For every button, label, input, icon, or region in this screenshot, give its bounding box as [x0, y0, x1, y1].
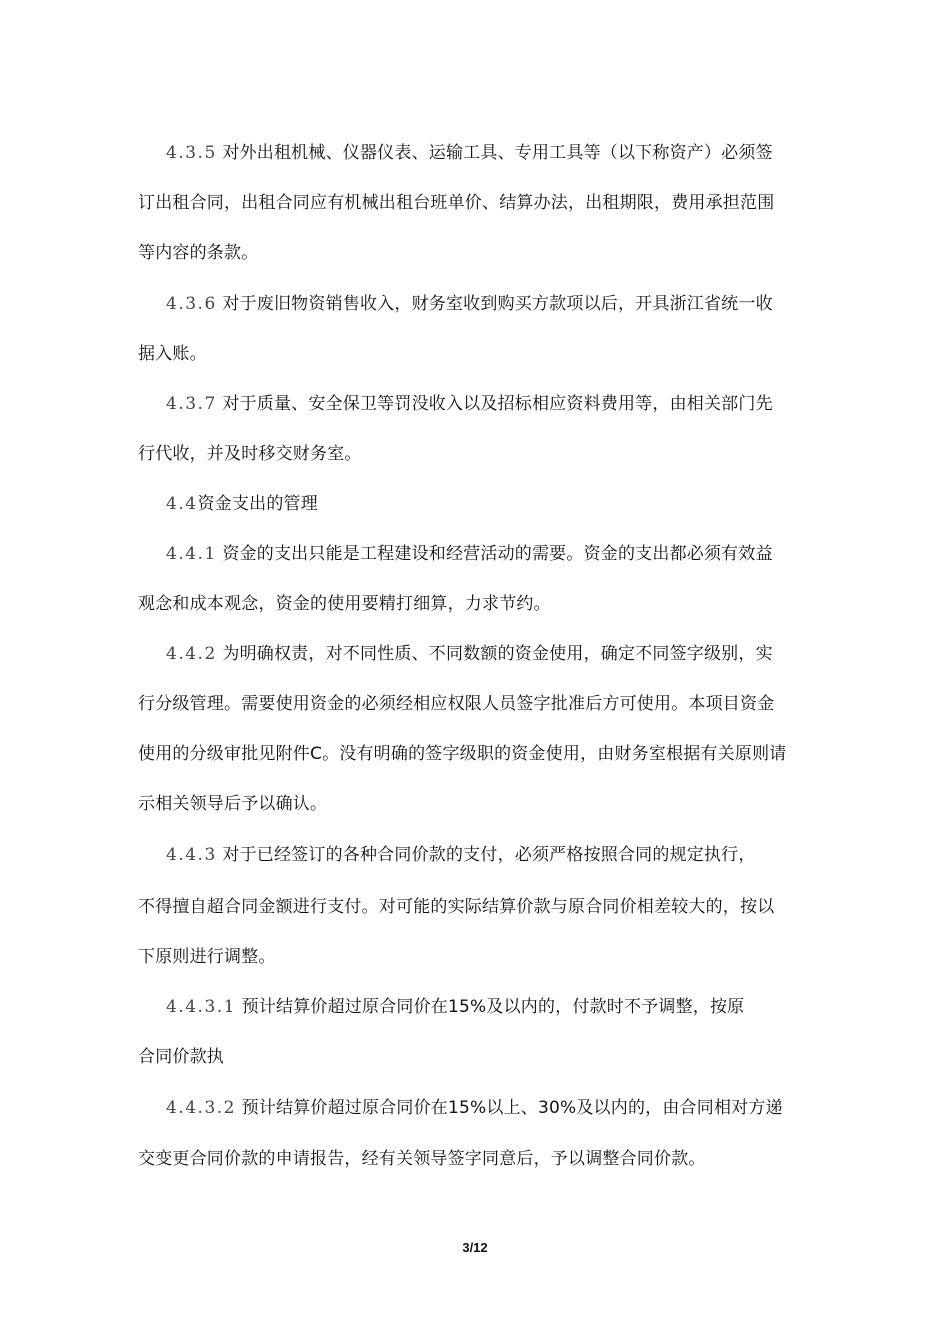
paragraph-4-3-5-line-2: 订出租合同，出租合同应有机械出租台班单价、结算办法，出租期限，费用承担范围	[138, 193, 775, 213]
section-number: 4.4.3.1	[166, 997, 236, 1017]
page-number: 3/12	[462, 1240, 488, 1255]
paragraph-4-4-2-line-3: 使用的分级审批见附件C。没有明确的签字级职的资金使用，由财务室根据有关原则请	[138, 744, 787, 764]
heading-text: 资金支出的管理	[197, 494, 318, 514]
paragraph-4-3-6-line-2: 据入账。	[138, 344, 207, 364]
section-number: 4.3.7	[166, 394, 217, 414]
paragraph-text: 为明确权责，对不同性质、不同数额的资金使用，确定不同签字级别，实	[216, 644, 773, 664]
section-number: 4.4	[166, 494, 198, 514]
paragraph-4-4-1-line-1	[166, 542, 773, 566]
paragraph-4-3-5-line-3: 等内容的条款。	[138, 243, 259, 263]
section-number: 4.4.2	[166, 644, 217, 664]
paragraph-4-4-3-line-2: 不得擅自超合同金额进行支付。对可能的实际结算价款与原合同价相差较大的，按以	[138, 897, 775, 917]
paragraph-4-4-3-2-line-1	[166, 1096, 783, 1120]
paragraph-4-3-6-line-1	[166, 292, 773, 316]
paragraph-4-3-5-line-1	[166, 141, 773, 165]
paragraph-4-4-2-line-4: 示相关领导后予以确认。	[138, 794, 328, 814]
paragraph-text: 对于废旧物资销售收入，财务室收到购买方款项以后，开具浙江省统一收	[216, 294, 773, 314]
paragraph-4-4-2-line-1	[166, 642, 773, 666]
paragraph-text: 对外出租机械、仪器仪表、运输工具、专用工具等（以下称资产）必须签	[216, 143, 773, 163]
paragraph-text: 预计结算价超过原合同价在15%以上、30%及以内的，由合同相对方递	[235, 1098, 783, 1118]
paragraph-4-4-3-1-line-2: 合同价款执	[138, 1047, 224, 1067]
paragraph-4-4-1-line-2: 观念和成本观念，资金的使用要精打细算，力求节约。	[138, 594, 551, 614]
section-number: 4.4.3.2	[166, 1098, 236, 1118]
paragraph-4-4-3-line-1	[166, 843, 756, 867]
paragraph-4-3-7-line-1	[166, 392, 773, 416]
paragraph-text: 对于质量、安全保卫等罚没收入以及招标相应资料费用等，由相关部门先	[216, 394, 773, 414]
paragraph-4-4-3-1-line-1	[166, 995, 744, 1019]
paragraph-text: 预计结算价超过原合同价在15%及以内的，付款时不予调整，按原	[235, 997, 745, 1017]
paragraph-text: 资金的支出只能是工程建设和经营活动的需要。资金的支出都必须有效益	[216, 544, 773, 564]
section-heading-4-4	[166, 492, 318, 516]
paragraph-4-4-2-line-2: 行分级管理。需要使用资金的必须经相应权限人员签字批准后方可使用。本项目资金	[138, 694, 775, 714]
paragraph-text: 对于已经签订的各种合同价款的支付，必须严格按照合同的规定执行，	[216, 845, 756, 865]
paragraph-4-3-7-line-2: 行代收，并及时移交财务室。	[138, 444, 362, 464]
section-number: 4.4.3	[166, 845, 217, 865]
section-number: 4.3.6	[166, 294, 217, 314]
section-number: 4.4.1	[166, 544, 217, 564]
section-number: 4.3.5	[166, 143, 217, 163]
paragraph-4-4-3-line-3: 下原则进行调整。	[138, 947, 276, 967]
paragraph-4-4-3-2-line-2: 交变更合同价款的申请报告，经有关领导签字同意后，予以调整合同价款。	[138, 1149, 706, 1169]
